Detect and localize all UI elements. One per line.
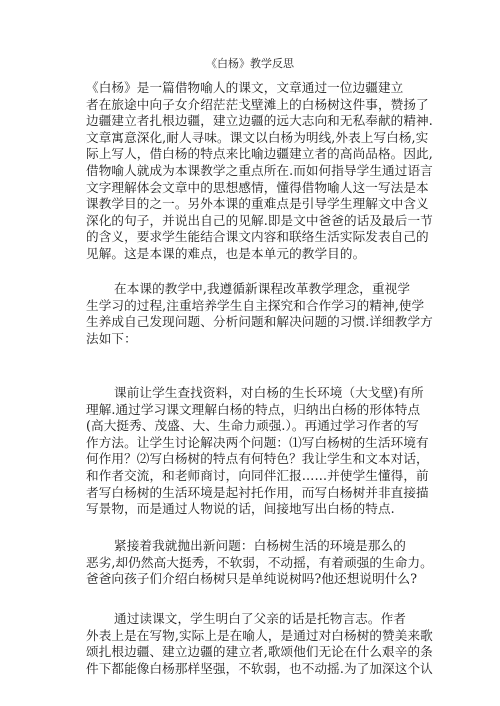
text-line: 见解。这是本课的难点，也是本单元的教学目的。 — [86, 245, 366, 261]
text-line: 者在旅途中向子女介绍茫茫戈壁滩上的白杨树这件事，赞扬了 — [86, 96, 429, 112]
text-line: 和作者交流，和老师商讨，向同伴汇报……并使学生懂得，前 — [86, 467, 429, 483]
text-line: 件下都能像白杨那样坚强，不软弱，也不动摇.为了加深这个认 — [86, 660, 433, 676]
paragraph-4 — [86, 538, 434, 588]
paragraph-5 — [86, 611, 434, 677]
text-line: 理解.通过学习课文理解白杨的特点，归纳出白杨的形体特点 — [86, 401, 421, 417]
text-line: (高大挺秀、茂盛、大、生命力顽强.）。再通过学习作者的写 — [86, 418, 419, 434]
paragraph-2 — [86, 281, 434, 347]
text-line: 课前让学生查找资料，对白杨的生长环境（大戈壁)有所 — [114, 385, 424, 400]
text-line: 的含义，要求学生能结合课文内容和联络生活实际发表自己的 — [86, 229, 429, 245]
text-line: 边疆建立者扎根边疆，建立边疆的远大志向和无私奉献的精神. — [86, 113, 433, 129]
text-line: 颂扎根边疆、建立边疆的建立者,歌颂他们无论在什么艰辛的条 — [86, 644, 433, 660]
text-line: 者写白杨树的生活环境是起衬托作用，而写白杨树并非直接描 — [86, 484, 429, 500]
text-line: 《白杨》是一篇借物喻人的课文，文章通过一位边疆建立 — [86, 80, 404, 95]
paragraph-3 — [86, 385, 434, 518]
text-line: 文章寓意深化,耐人寻味。课文以白杨为明线,外表上写白杨,实 — [86, 129, 429, 145]
text-line: 紧接着我就抛出新问题：白杨树生活的环境是那么的 — [114, 538, 406, 553]
text-line: 在本课的教学中,我遵循新课程改革教学理念，重视学 — [114, 281, 411, 296]
paragraph-1 — [86, 80, 434, 263]
text-line: 际上写人，借白杨的特点来比喻边疆建立者的高尚品格。因此, — [86, 146, 433, 162]
text-line: 生养成自己发现问题、分析问题和解决问题的习惯.详细教学方 — [86, 314, 433, 330]
text-line: 生学习的过程,注重培养学生自主探究和合作学习的精神,使学 — [86, 297, 425, 313]
text-line: 恶劣,却仍然高大挺秀，不软弱，不动摇，有着顽强的生命力。 — [86, 554, 433, 570]
text-line: 通过读课文，学生明白了父亲的话是托物言志。作者 — [114, 611, 406, 626]
text-line: 课教学目的之一。另外本课的重难点是引导学生理解文中含义 — [86, 196, 429, 212]
text-line: 法如下： — [86, 330, 137, 346]
text-line: 作方法。让学生讨论解决两个问题：⑴写白杨树的生活环境有 — [86, 434, 429, 450]
text-line: 何作用？⑵写白杨树的特点有何特色？我让学生和文本对话， — [86, 451, 429, 467]
document-title: 《白杨》教学反思 — [206, 57, 294, 70]
text-line: 爸爸向孩子们介绍白杨树只是单纯说树吗?他还想说明什么? — [86, 571, 418, 587]
text-line: 借物喻人就成为本课教学之重点所在.而如何指导学生通过语言 — [86, 162, 433, 178]
text-line: 外表上是在写物,实际上是在喻人，是通过对白杨树的赞美来歌 — [86, 627, 433, 643]
text-line: 文字理解体会文章中的思想感情，懂得借物喻人这一写法是本 — [86, 179, 429, 195]
text-line: 写景物，而是通过人物说的话，间接地写出白杨的特点. — [86, 501, 395, 517]
text-line: 深化的句子，并说出自己的见解.即是文中爸爸的话及最后一节 — [86, 212, 433, 228]
